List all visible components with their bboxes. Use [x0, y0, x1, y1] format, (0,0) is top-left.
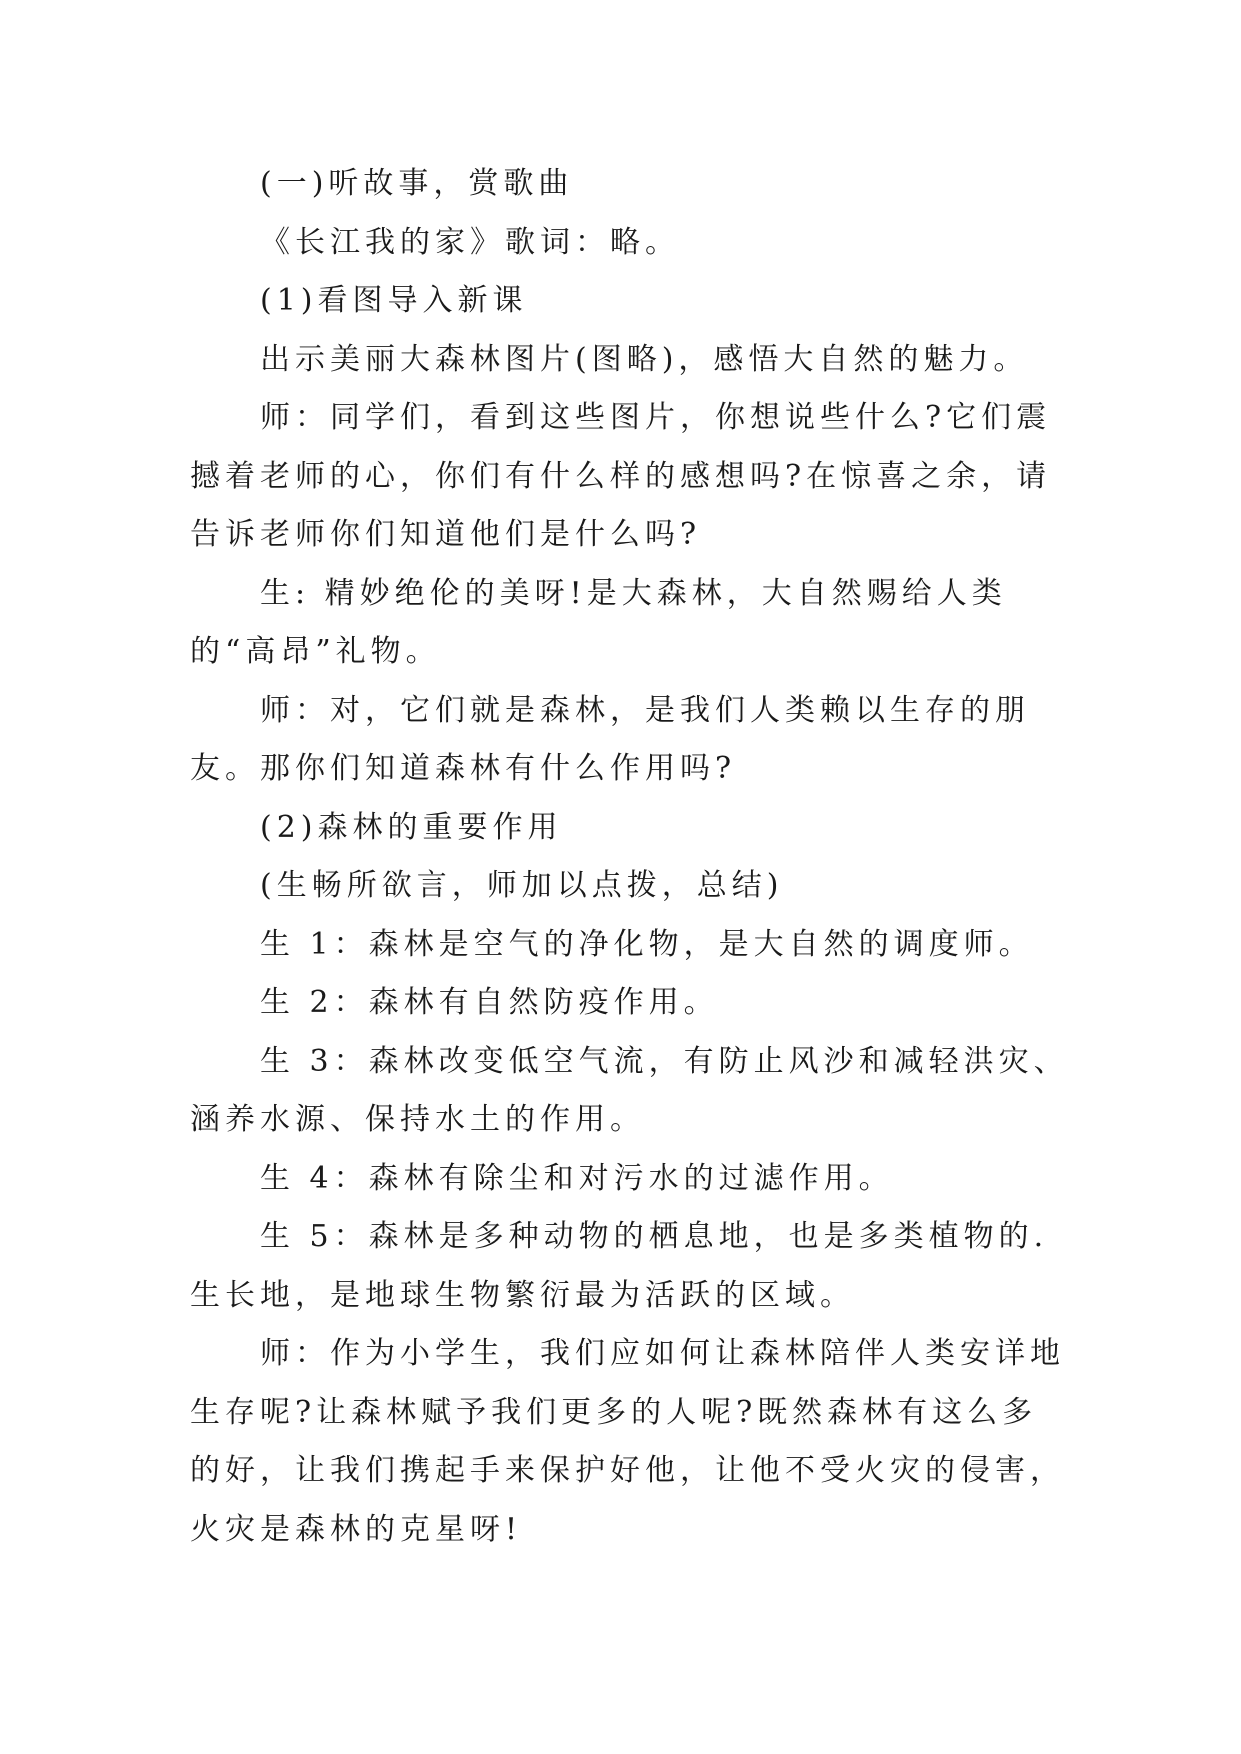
heading-forest-importance: (2)森林的重要作用	[260, 809, 563, 845]
song-lyrics-note: 《长江我的家》歌词：略。	[260, 224, 680, 260]
paragraph-student-1: 生 1：森林是空气的净化物，是大自然的调度师。	[260, 926, 1034, 962]
document-page	[190, 155, 1070, 1559]
paragraph-student-3: 生 3：森林改变低空气流，有防止风沙和减轻洪灾、涵养水源、保持水土的作用。	[190, 1043, 1069, 1137]
paragraph-teacher-conclusion: 师：作为小学生，我们应如何让森林陪伴人类安详地生存呢?让森林赋予我们更多的人呢?既然森林有这么多的好，让我们携起手来保护好他，让他不受火灾的侵害，火灾是森林的克星呀!	[190, 1336, 1065, 1547]
paragraph-teacher-question-1: 师：同学们，看到这些图片，你想说些什么?它们震撼着老师的心，你们有什么样的感想吗?在惊喜之余，请告诉老师你们知道他们是什么吗?	[190, 400, 1052, 552]
paragraph-student-2: 生 2：森林有自然防疫作用。	[260, 985, 719, 1020]
paragraph-show-pictures: 出示美丽大森林图片(图略)，感悟大自然的魅力。	[260, 341, 1029, 377]
paragraph-student-answer-1: 生: 精妙绝伦的美呀!是大森林，大自然赐给人类的“高昂”礼物。	[190, 575, 1007, 669]
heading-view-pictures: (1)看图导入新课	[260, 283, 528, 318]
paragraph-student-4: 生 4：森林有除尘和对污水的过滤作用。	[260, 1160, 894, 1196]
paragraph-discussion-note: (生畅所欲言，师加以点拨，总结)	[260, 868, 784, 903]
heading-listen-story: (一)听故事，赏歌曲	[260, 166, 574, 201]
paragraph-teacher-question-2: 师：对，它们就是森林，是我们人类赖以生存的朋友。那你们知道森林有什么作用吗?	[190, 692, 1030, 786]
paragraph-student-5: 生 5：森林是多种动物的栖息地，也是多类植物的.生长地，是地球生物繁衍最为活跃的区域。	[190, 1219, 1049, 1313]
